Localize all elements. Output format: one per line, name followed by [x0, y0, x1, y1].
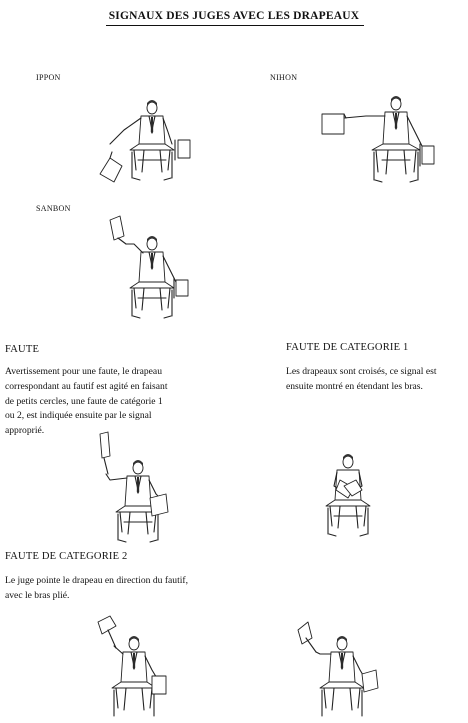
judge-ippon-illustration	[96, 100, 206, 190]
faute-cat2-line: Le juge pointe le drapeau en direction du fautif,	[5, 575, 189, 586]
faute-cat1-line: ensuite montré en étendant les bras.	[286, 380, 423, 392]
faute-cat1-line: Les drapeaux sont croisés, ce signal est	[286, 366, 437, 377]
heading-faute-cat2: FAUTE DE CATEGORIE 2	[5, 551, 128, 562]
heading-faute: FAUTE	[5, 344, 40, 355]
faute-line: Avertissement pour une faute, le drapeau	[5, 366, 162, 377]
title-underline	[106, 25, 364, 26]
judge-faute-cat2-illustration	[86, 612, 186, 720]
faute-cat1-description	[286, 365, 466, 395]
faute-line: correspondant au fautif est agité en faisant	[5, 380, 168, 392]
faute-cat2-line: avec le bras plié.	[5, 589, 70, 601]
judge-faute-cat2-pointing-illustration	[290, 612, 400, 720]
faute-cat2-description	[5, 574, 285, 604]
faute-line: de petits cercles, une faute de catégorie 1	[5, 395, 163, 407]
judge-sanbon-illustration	[100, 214, 200, 326]
judge-faute-cat1-illustration	[300, 450, 400, 546]
judge-nihon-illustration	[316, 96, 446, 192]
judge-faute-illustration	[86, 430, 196, 542]
heading-faute-cat1: FAUTE DE CATEGORIE 1	[286, 342, 409, 353]
faute-description	[5, 365, 245, 439]
label-ippon: IPPON	[36, 73, 61, 82]
label-nihon: NIHON	[270, 73, 298, 82]
faute-line: approprié.	[5, 425, 45, 437]
label-sanbon: SANBON	[36, 204, 71, 213]
page-title: SIGNAUX DES JUGES AVEC LES DRAPEAUX	[108, 10, 360, 22]
faute-line: ou 2, est indiquée ensuite par le signal	[5, 410, 152, 422]
